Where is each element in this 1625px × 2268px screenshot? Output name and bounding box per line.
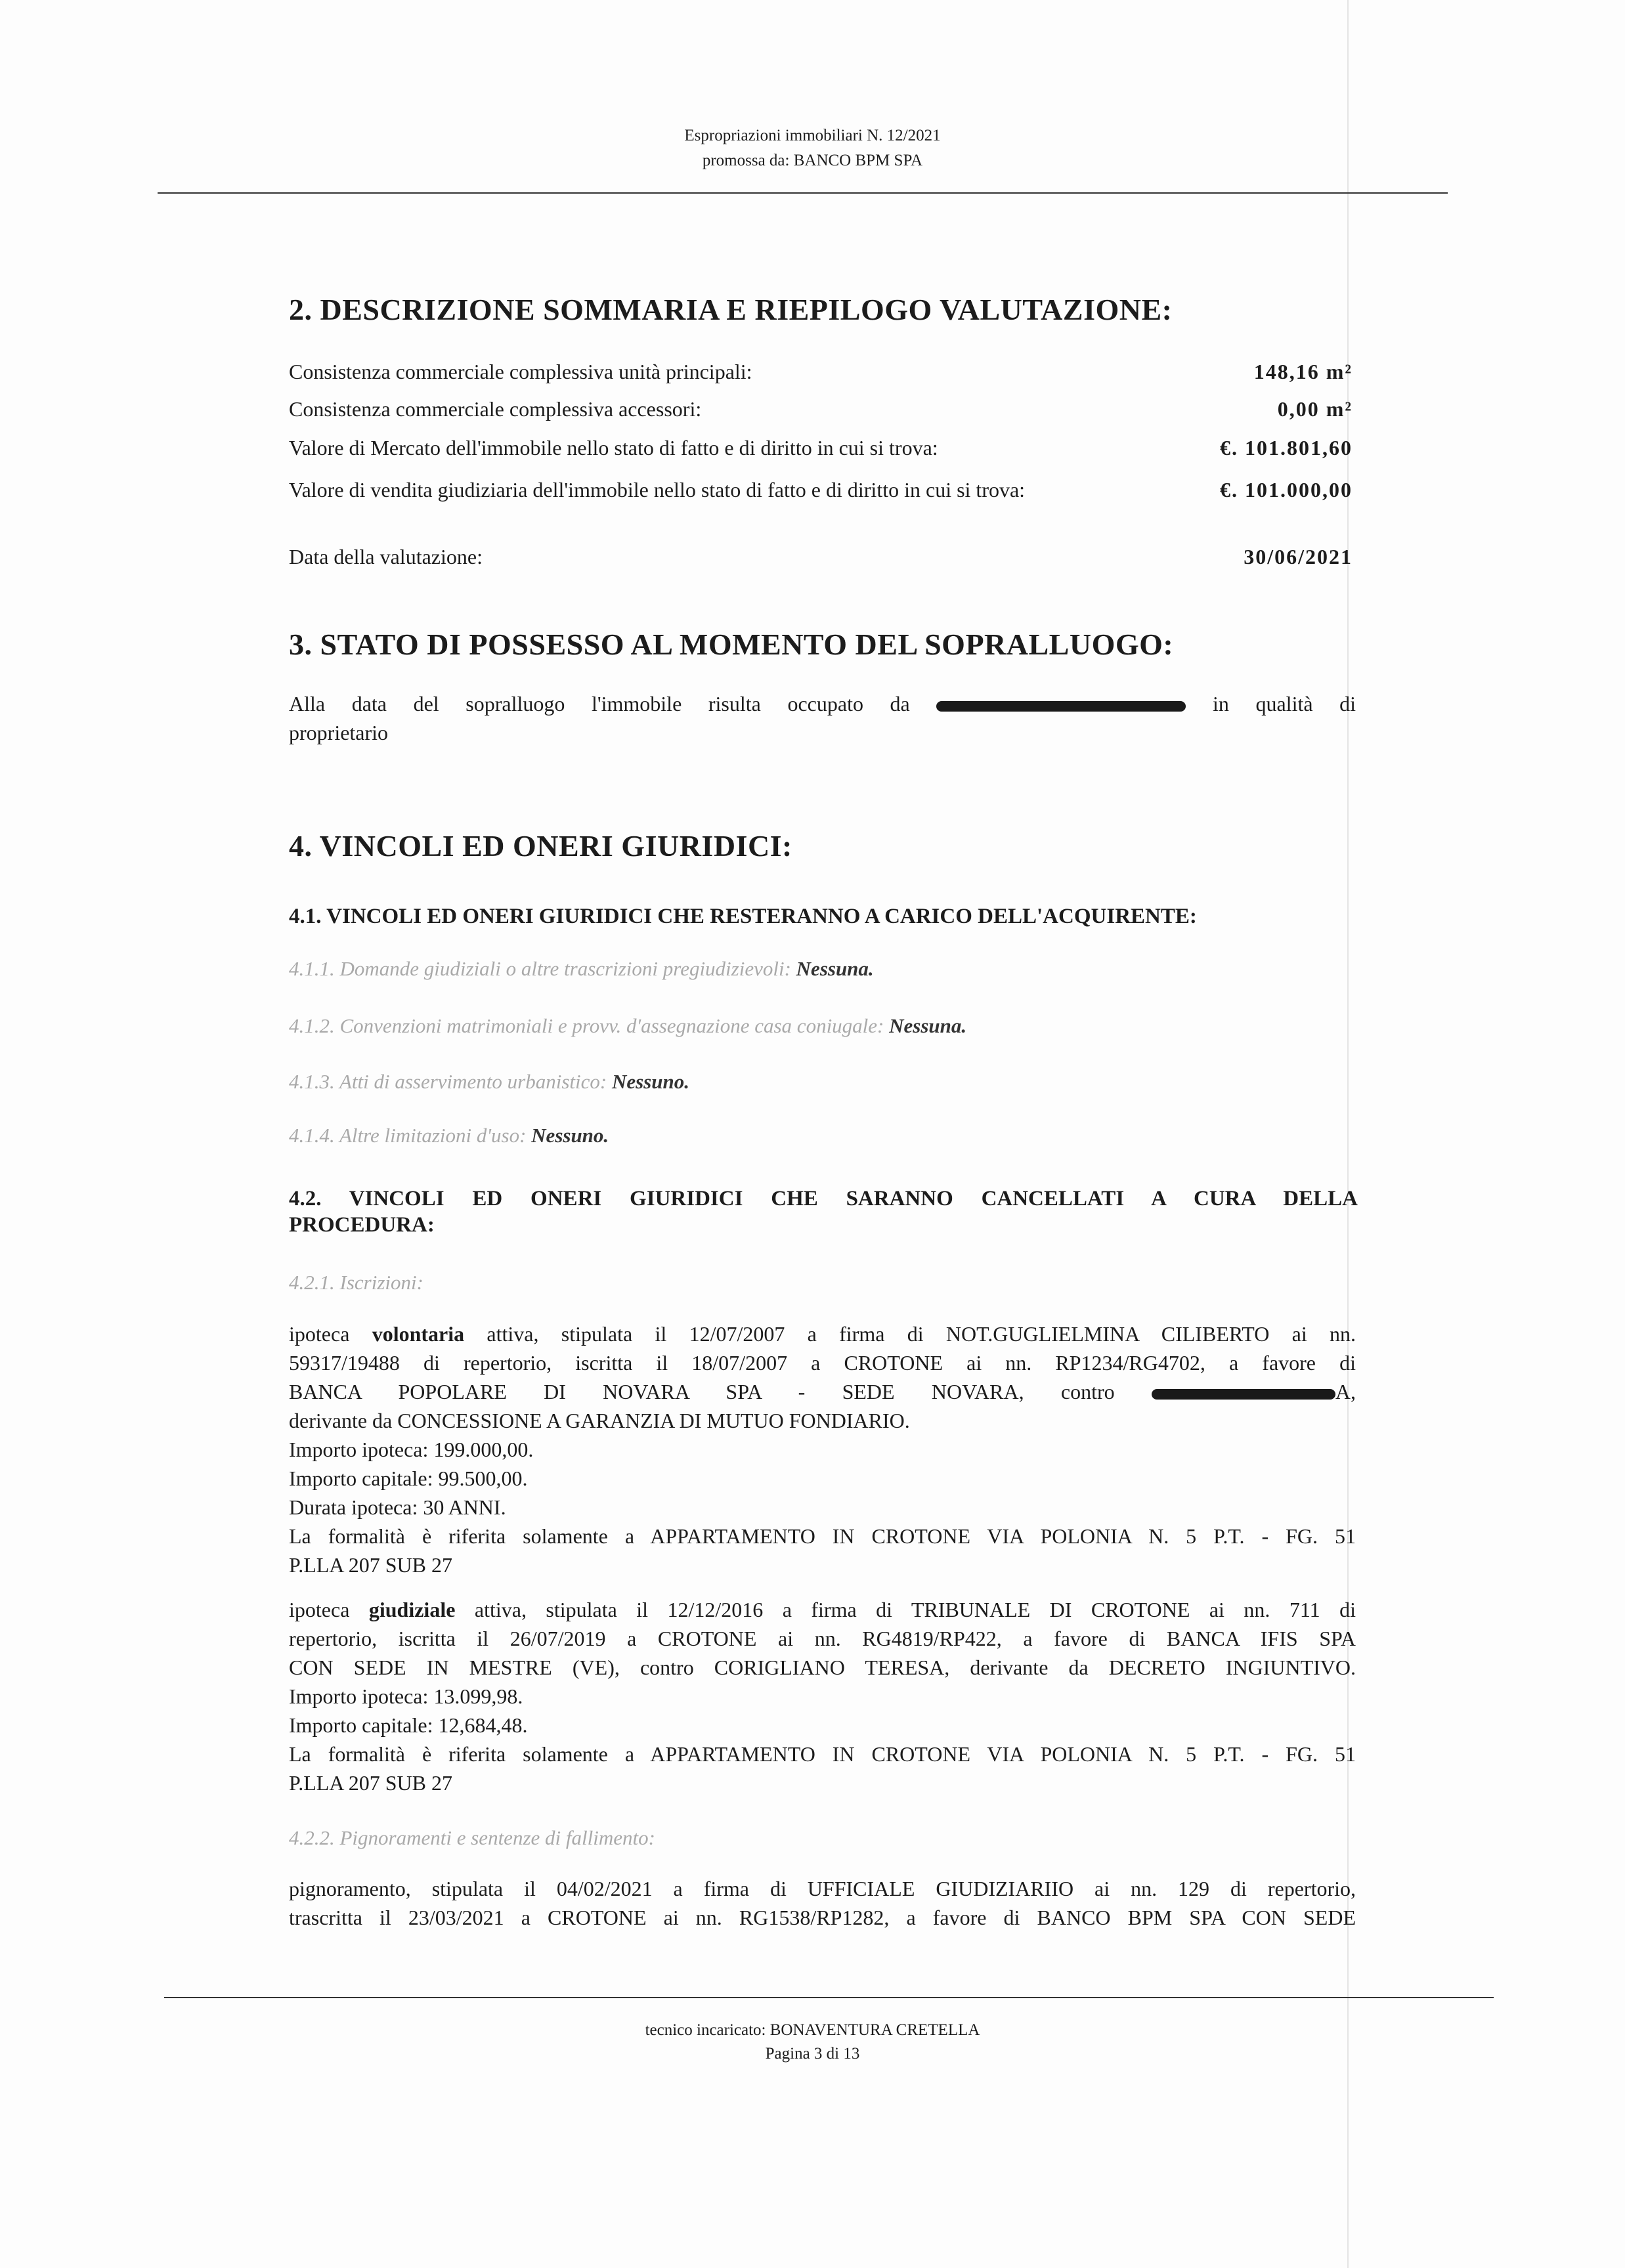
encumbrance-value: Nessuna. <box>889 1014 967 1037</box>
foreclosure-entry <box>289 1874 1356 1932</box>
possession-line <box>289 689 1356 718</box>
summary-label: Valore di Mercato dell'immobile nello stato di fatto e di diritto in cui si trova: <box>289 436 938 460</box>
section-2-title: 2. DESCRIZIONE SOMMARIA E RIEPILOGO VALUTAZIONE: <box>289 293 1173 326</box>
section-3-title: 3. STATO DI POSSESSO AL MOMENTO DEL SOPRALLUOGO: <box>289 628 1174 661</box>
mortgage-line: repertorio, iscritta il 26/07/2019 a CROTONE ai nn. RG4819/RP422, a favore di BANCA IFIS SPA <box>289 1627 1356 1650</box>
summary-value: €. 101.000,00 <box>1220 478 1353 502</box>
section-4-2-title-line: 4.2. VINCOLI ED ONERI GIURIDICI CHE SARANNO CANCELLATI A CURA DELLA <box>289 1187 1358 1210</box>
section-4-2-title-line: PROCEDURA: <box>289 1213 435 1237</box>
mortgage-line <box>289 1595 1356 1624</box>
mortgage-line <box>289 1319 1356 1348</box>
mortgage-entry-2 <box>289 1595 1356 1797</box>
section-4-title: 4. VINCOLI ED ONERI GIURIDICI: <box>289 829 792 863</box>
mortgage-type-prefix: ipoteca <box>289 1598 350 1621</box>
redaction-mark <box>936 701 1186 712</box>
mortgage-details: attiva, stipulata il 12/07/2007 a firma di NOT.GUGLIELMINA CILIBERTO ai nn. <box>487 1322 1356 1346</box>
page-footer <box>0 2019 1625 2066</box>
mortgage-details: attiva, stipulata il 12/12/2016 a firma di TRIBUNALE DI CROTONE ai nn. 711 di <box>474 1598 1356 1621</box>
page-number: Pagina 3 di 13 <box>765 2045 860 2063</box>
summary-value: €. 101.801,60 <box>1220 436 1353 460</box>
mortgage-type-prefix: ipoteca <box>289 1322 350 1346</box>
possession-paragraph <box>289 689 1356 747</box>
mortgage-property: La formalità è riferita solamente a APPARTAMENTO IN CROTONE VIA POLONIA N. 5 P.T. - FG. 51 <box>289 1524 1356 1548</box>
encumbrance-value: Nessuno. <box>611 1070 689 1093</box>
mortgage-line: derivante da CONCESSIONE A GARANZIA DI MUTUO FONDIARIO. <box>289 1409 910 1432</box>
encumbrance-label: 4.1.3. Atti di asservimento urbanistico: <box>289 1070 607 1093</box>
mortgage-capital: Importo capitale: 12,684,48. <box>289 1713 528 1737</box>
possession-role: proprietario <box>289 721 389 744</box>
foreclosure-line: trascritta il 23/03/2021 a CROTONE ai nn. RG1538/RP1282, a favore di BANCO BPM SPA CON SEDE <box>289 1906 1356 1929</box>
possession-text: Alla data del sopralluogo l'immobile risulta occupato da <box>289 692 910 716</box>
encumbrance-value: Nessuna. <box>796 957 874 980</box>
summary-row <box>289 475 1353 504</box>
possession-text: in qualità di <box>1212 692 1356 716</box>
mortgage-capital: Importo capitale: 99.500,00. <box>289 1466 528 1490</box>
summary-row <box>289 395 1353 423</box>
mortgage-line: CON SEDE IN MESTRE (VE), contro CORIGLIANO TERESA, derivante da DECRETO INGIUNTIVO. <box>289 1656 1356 1679</box>
mortgage-property: P.LLA 207 SUB 27 <box>289 1553 452 1577</box>
page-header <box>0 123 1625 173</box>
summary-row <box>289 433 1353 462</box>
mortgage-line: 59317/19488 di repertorio, iscritta il 18/07/2007 a CROTONE ai nn. RP1234/RG4702, a favore di <box>289 1351 1356 1375</box>
mortgage-amount: Importo ipoteca: 13.099,98. <box>289 1684 523 1708</box>
mortgage-type: giudiziale <box>368 1598 456 1621</box>
mortgage-amount: Importo ipoteca: 199.000,00. <box>289 1438 534 1461</box>
summary-label: Consistenza commerciale complessiva accessori: <box>289 397 702 421</box>
encumbrance-item <box>289 1070 689 1094</box>
footer-technician: tecnico incaricato: BONAVENTURA CRETELLA <box>645 2021 980 2039</box>
redaction-mark <box>1152 1389 1335 1400</box>
mortgage-duration: Durata ipoteca: 30 ANNI. <box>289 1495 506 1519</box>
encumbrance-item <box>289 1014 966 1038</box>
mortgage-creditor: BANCA POPOLARE DI NOVARA SPA - SEDE NOVARA, contro <box>289 1380 1115 1403</box>
summary-value: 148,16 m² <box>1253 360 1353 383</box>
iscrizioni-label: 4.2.1. Iscrizioni: <box>289 1271 423 1294</box>
mortgage-type: volontaria <box>372 1322 465 1346</box>
mortgage-line <box>289 1377 1356 1406</box>
mortgage-property: P.LLA 207 SUB 27 <box>289 1771 452 1795</box>
encumbrance-label: 4.1.1. Domande giudiziali o altre trascrizioni pregiudizievoli: <box>289 957 791 980</box>
encumbrance-item <box>289 1124 609 1147</box>
encumbrance-label: 4.1.2. Convenzioni matrimoniali e provv. d'assegnazione casa coniugale: <box>289 1014 884 1037</box>
header-promoter: promossa da: BANCO BPM SPA <box>702 152 923 169</box>
pignoramenti-label: 4.2.2. Pignoramenti e sentenze di fallimento: <box>289 1826 655 1849</box>
summary-row <box>289 542 1353 571</box>
summary-label: Valore di vendita giudiziaria dell'immobile nello stato di fatto e di diritto in cui si trova: <box>289 478 1026 502</box>
mortgage-debtor-suffix: A, <box>1335 1380 1356 1403</box>
summary-row <box>289 357 1353 386</box>
header-divider <box>158 192 1448 194</box>
summary-value: 30/06/2021 <box>1244 545 1353 568</box>
encumbrance-item <box>289 957 874 981</box>
footer-divider <box>164 1997 1494 1998</box>
mortgage-property: La formalità è riferita solamente a APPARTAMENTO IN CROTONE VIA POLONIA N. 5 P.T. - FG. 51 <box>289 1742 1356 1766</box>
summary-label: Data della valutazione: <box>289 545 483 568</box>
header-procedure: Espropriazioni immobiliari N. 12/2021 <box>684 127 941 144</box>
mortgage-entry-1 <box>289 1319 1356 1579</box>
summary-value: 0,00 m² <box>1277 397 1353 421</box>
section-4-1-title: 4.1. VINCOLI ED ONERI GIURIDICI CHE RESTERANNO A CARICO DELL'ACQUIRENTE: <box>289 905 1197 928</box>
summary-label: Consistenza commerciale complessiva unità principali: <box>289 360 752 383</box>
foreclosure-line: pignoramento, stipulata il 04/02/2021 a firma di UFFICIALE GIUDIZIARIIO ai nn. 129 di repertorio, <box>289 1877 1356 1900</box>
encumbrance-value: Nessuno. <box>531 1124 609 1147</box>
encumbrance-label: 4.1.4. Altre limitazioni d'uso: <box>289 1124 527 1147</box>
section-4-2-title <box>289 1186 1358 1238</box>
